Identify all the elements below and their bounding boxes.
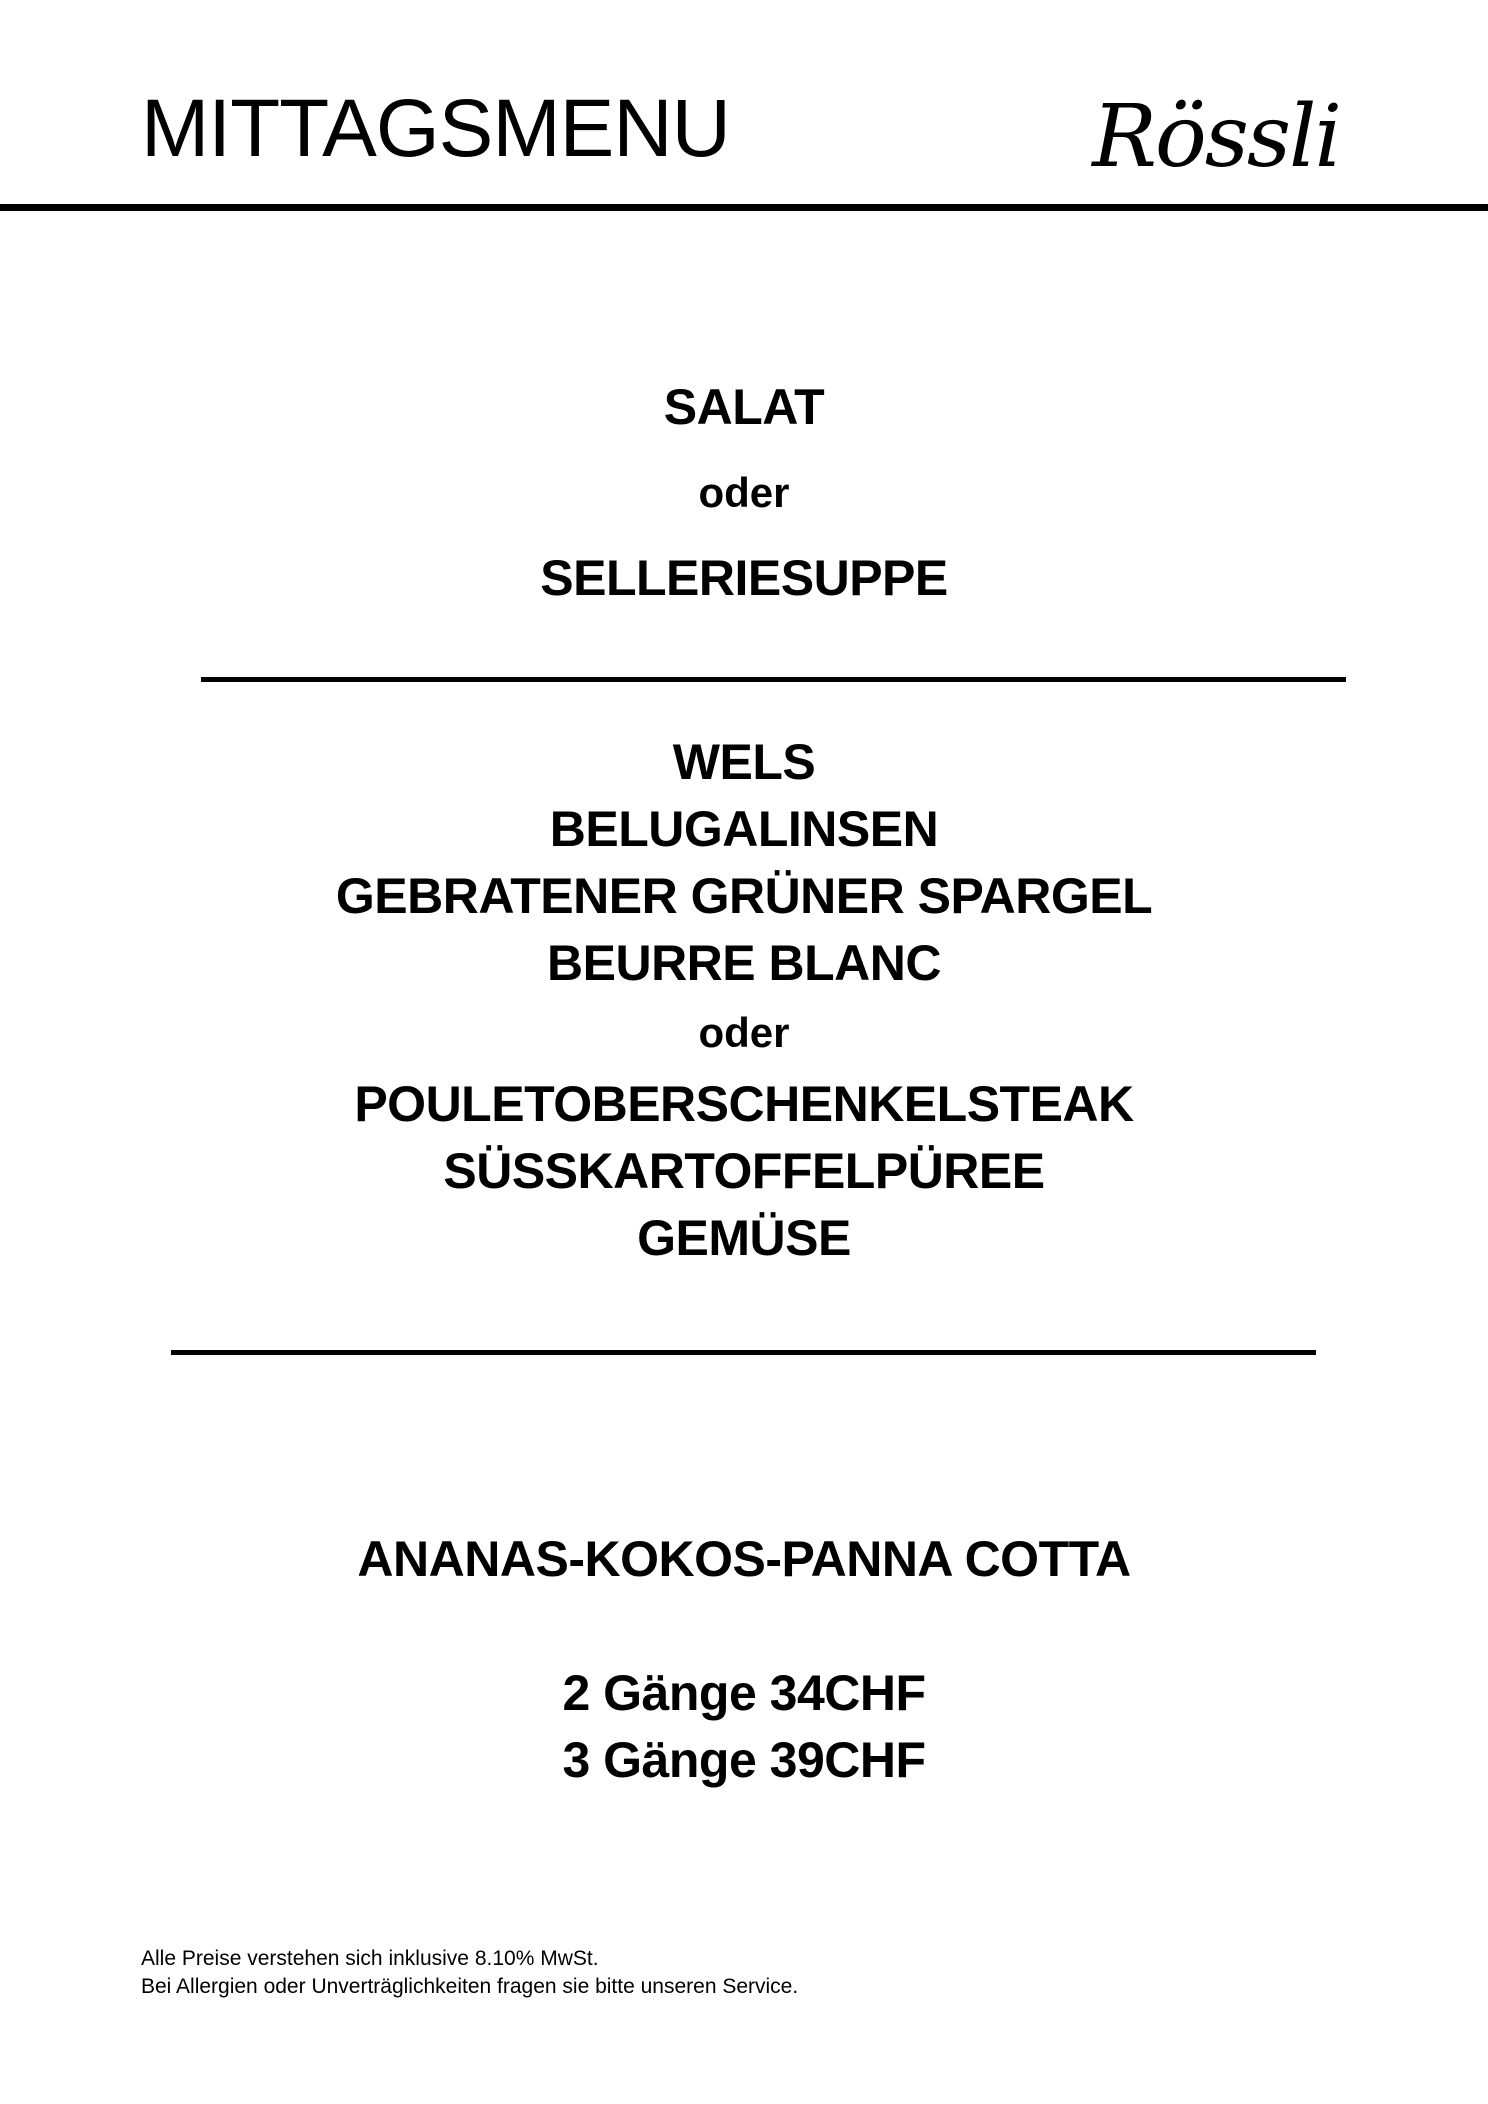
main-option-2-item: GEMÜSE [637, 1210, 851, 1266]
vat-note: Alle Preise verstehen sich inklusive 8.10% MwSt. [141, 1947, 599, 1970]
dessert-item: ANANAS-KOKOS-PANNA COTTA [357, 1531, 1131, 1587]
main-option-1-item: GEBRATENER GRÜNER SPARGEL [335, 868, 1153, 924]
starter-or: oder [698, 469, 790, 516]
divider-after-main [171, 1350, 1316, 1355]
allergy-note: Bei Allergien oder Unverträglichkeiten fragen sie bitte unseren Service. [141, 1975, 799, 1998]
starter-section [0, 374, 1488, 612]
header-divider [0, 204, 1488, 211]
dessert-section [0, 1526, 1488, 1593]
page-title: MITTAGSMENU [141, 83, 730, 174]
starter-option-1: SALAT [663, 379, 825, 435]
main-option-1-item: BELUGALINSEN [549, 801, 939, 857]
price-three-courses: 3 Gänge 39CHF [562, 1732, 926, 1788]
price-two-courses: 2 Gänge 34CHF [562, 1665, 926, 1721]
main-option-1-item: WELS [672, 734, 816, 790]
main-option-2-item: SÜSSKARTOFFELPÜREE [443, 1143, 1045, 1199]
main-option-1-item: BEURRE BLANC [547, 935, 941, 991]
main-section [0, 729, 1488, 1272]
price-section [0, 1660, 1488, 1794]
starter-option-2: SELLERIESUPPE [540, 550, 948, 606]
divider-after-starter [201, 677, 1346, 682]
main-or: oder [698, 1009, 790, 1056]
main-option-2-item: POULETOBERSCHENKELSTEAK [354, 1076, 1134, 1132]
brand-logo: Rössli [1092, 87, 1340, 187]
footnote [141, 1945, 798, 2001]
